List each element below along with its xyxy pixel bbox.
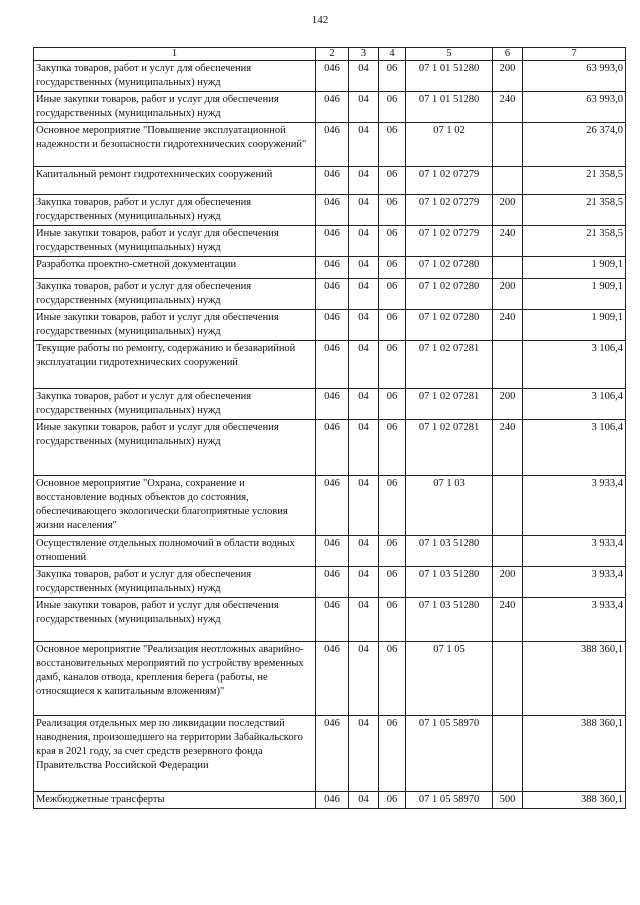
table-row bbox=[34, 279, 626, 310]
row-code-subsection: 06 bbox=[379, 567, 406, 598]
row-code-expense-type bbox=[493, 123, 523, 167]
row-code-expense-type: 200 bbox=[493, 279, 523, 310]
row-code-expense-type: 200 bbox=[493, 567, 523, 598]
table-row bbox=[34, 716, 626, 792]
row-name: Закупка товаров, работ и услуг для обеспечения государственных (муниципальных) нужд bbox=[34, 61, 316, 92]
row-code-admin: 046 bbox=[316, 567, 349, 598]
row-code-admin: 046 bbox=[316, 536, 349, 567]
row-amount: 21 358,5 bbox=[523, 167, 626, 195]
row-code-subsection: 06 bbox=[379, 389, 406, 420]
table-row bbox=[34, 226, 626, 257]
row-name: Закупка товаров, работ и услуг для обеспечения государственных (муниципальных) нужд bbox=[34, 195, 316, 226]
row-code-section: 04 bbox=[349, 598, 379, 642]
row-name: Межбюджетные трансферты bbox=[34, 792, 316, 809]
row-code-target: 07 1 02 07279 bbox=[406, 167, 493, 195]
table-row bbox=[34, 123, 626, 167]
row-code-expense-type: 240 bbox=[493, 598, 523, 642]
row-code-admin: 046 bbox=[316, 642, 349, 716]
row-code-section: 04 bbox=[349, 92, 379, 123]
row-name: Разработка проектно-сметной документации bbox=[34, 257, 316, 279]
row-code-admin: 046 bbox=[316, 420, 349, 476]
row-code-target: 07 1 02 07280 bbox=[406, 279, 493, 310]
table-row bbox=[34, 389, 626, 420]
row-code-target: 07 1 03 51280 bbox=[406, 567, 493, 598]
row-code-section: 04 bbox=[349, 195, 379, 226]
row-code-target: 07 1 03 51280 bbox=[406, 598, 493, 642]
row-code-section: 04 bbox=[349, 279, 379, 310]
row-code-section: 04 bbox=[349, 226, 379, 257]
row-code-subsection: 06 bbox=[379, 226, 406, 257]
row-code-section: 04 bbox=[349, 341, 379, 389]
row-code-section: 04 bbox=[349, 536, 379, 567]
row-name: Иные закупки товаров, работ и услуг для обеспечения государственных (муниципальных) нужд bbox=[34, 420, 316, 476]
row-code-expense-type: 240 bbox=[493, 92, 523, 123]
row-code-target: 07 1 05 58970 bbox=[406, 716, 493, 792]
row-code-expense-type bbox=[493, 341, 523, 389]
table-row bbox=[34, 92, 626, 123]
row-code-admin: 046 bbox=[316, 226, 349, 257]
row-code-section: 04 bbox=[349, 420, 379, 476]
row-code-target: 07 1 03 bbox=[406, 476, 493, 536]
row-code-admin: 046 bbox=[316, 61, 349, 92]
row-code-section: 04 bbox=[349, 567, 379, 598]
row-code-subsection: 06 bbox=[379, 61, 406, 92]
row-code-admin: 046 bbox=[316, 598, 349, 642]
row-name: Капитальный ремонт гидротехнических сооружений bbox=[34, 167, 316, 195]
header-cell: 1 bbox=[34, 48, 316, 61]
row-code-admin: 046 bbox=[316, 195, 349, 226]
header-cell: 4 bbox=[379, 48, 406, 61]
row-code-admin: 046 bbox=[316, 476, 349, 536]
row-code-target: 07 1 05 58970 bbox=[406, 792, 493, 809]
row-code-section: 04 bbox=[349, 123, 379, 167]
row-name: Реализация отдельных мер по ликвидации последствий наводнения, произошедшего на территории Забайкальского края в 2021 году, за счет средств резервного фонда Правительства Российской Федерации bbox=[34, 716, 316, 792]
row-code-target: 07 1 02 07280 bbox=[406, 257, 493, 279]
row-code-subsection: 06 bbox=[379, 195, 406, 226]
table-header-row bbox=[34, 48, 626, 61]
page-number: 142 bbox=[311, 14, 329, 26]
row-code-subsection: 06 bbox=[379, 792, 406, 809]
row-code-target: 07 1 01 51280 bbox=[406, 61, 493, 92]
row-code-admin: 046 bbox=[316, 92, 349, 123]
row-name: Закупка товаров, работ и услуг для обеспечения государственных (муниципальных) нужд bbox=[34, 567, 316, 598]
header-cell: 3 bbox=[349, 48, 379, 61]
row-code-subsection: 06 bbox=[379, 257, 406, 279]
row-name: Текущие работы по ремонту, содержанию и безаварийной эксплуатации гидротехнических сооружений bbox=[34, 341, 316, 389]
row-amount: 3 933,4 bbox=[523, 598, 626, 642]
row-code-target: 07 1 02 07281 bbox=[406, 341, 493, 389]
table-row bbox=[34, 310, 626, 341]
row-amount: 3 106,4 bbox=[523, 420, 626, 476]
row-amount: 1 909,1 bbox=[523, 257, 626, 279]
row-code-subsection: 06 bbox=[379, 279, 406, 310]
row-code-subsection: 06 bbox=[379, 420, 406, 476]
header-cell: 7 bbox=[523, 48, 626, 61]
row-amount: 1 909,1 bbox=[523, 310, 626, 341]
row-code-subsection: 06 bbox=[379, 341, 406, 389]
row-name: Основное мероприятие "Реализация неотложных аварийно-восстановительных мероприятий по устройству временных дамб, каналов отвода, крепления берега (работы, не относящиеся к капитальным вложениям)" bbox=[34, 642, 316, 716]
row-code-admin: 046 bbox=[316, 341, 349, 389]
row-name: Закупка товаров, работ и услуг для обеспечения государственных (муниципальных) нужд bbox=[34, 279, 316, 310]
row-code-section: 04 bbox=[349, 792, 379, 809]
row-code-expense-type bbox=[493, 476, 523, 536]
row-code-admin: 046 bbox=[316, 257, 349, 279]
header-cell: 5 bbox=[406, 48, 493, 61]
row-code-subsection: 06 bbox=[379, 598, 406, 642]
row-amount: 3 106,4 bbox=[523, 389, 626, 420]
row-code-admin: 046 bbox=[316, 123, 349, 167]
row-code-subsection: 06 bbox=[379, 167, 406, 195]
row-name: Иные закупки товаров, работ и услуг для обеспечения государственных (муниципальных) нужд bbox=[34, 598, 316, 642]
row-amount: 63 993,0 bbox=[523, 61, 626, 92]
row-name: Иные закупки товаров, работ и услуг для обеспечения государственных (муниципальных) нужд bbox=[34, 310, 316, 341]
row-code-admin: 046 bbox=[316, 167, 349, 195]
row-amount: 388 360,1 bbox=[523, 792, 626, 809]
row-amount: 3 106,4 bbox=[523, 341, 626, 389]
row-amount: 21 358,5 bbox=[523, 195, 626, 226]
row-code-admin: 046 bbox=[316, 389, 349, 420]
row-amount: 26 374,0 bbox=[523, 123, 626, 167]
row-name: Основное мероприятие "Охрана, сохранение и восстановление водных объектов до состояния, обеспечивающего экологически благоприятные условия жизни населения" bbox=[34, 476, 316, 536]
row-code-target: 07 1 05 bbox=[406, 642, 493, 716]
row-code-subsection: 06 bbox=[379, 476, 406, 536]
header-cell: 2 bbox=[316, 48, 349, 61]
row-code-expense-type: 200 bbox=[493, 61, 523, 92]
row-code-target: 07 1 01 51280 bbox=[406, 92, 493, 123]
table-row bbox=[34, 598, 626, 642]
table-row bbox=[34, 420, 626, 476]
row-amount: 3 933,4 bbox=[523, 536, 626, 567]
table-row bbox=[34, 567, 626, 598]
row-code-subsection: 06 bbox=[379, 536, 406, 567]
row-code-target: 07 1 03 51280 bbox=[406, 536, 493, 567]
row-code-expense-type bbox=[493, 536, 523, 567]
row-code-target: 07 1 02 07279 bbox=[406, 226, 493, 257]
row-amount: 388 360,1 bbox=[523, 642, 626, 716]
row-name: Закупка товаров, работ и услуг для обеспечения государственных (муниципальных) нужд bbox=[34, 389, 316, 420]
row-name: Иные закупки товаров, работ и услуг для обеспечения государственных (муниципальных) нужд bbox=[34, 226, 316, 257]
row-code-section: 04 bbox=[349, 476, 379, 536]
row-name: Осуществление отдельных полномочий в области водных отношений bbox=[34, 536, 316, 567]
row-code-section: 04 bbox=[349, 257, 379, 279]
row-code-expense-type bbox=[493, 167, 523, 195]
row-code-expense-type bbox=[493, 716, 523, 792]
row-code-expense-type: 240 bbox=[493, 226, 523, 257]
table-row bbox=[34, 536, 626, 567]
row-code-expense-type: 240 bbox=[493, 310, 523, 341]
row-code-subsection: 06 bbox=[379, 716, 406, 792]
row-code-expense-type: 200 bbox=[493, 195, 523, 226]
row-code-admin: 046 bbox=[316, 716, 349, 792]
row-amount: 21 358,5 bbox=[523, 226, 626, 257]
row-code-subsection: 06 bbox=[379, 642, 406, 716]
row-code-section: 04 bbox=[349, 167, 379, 195]
row-code-section: 04 bbox=[349, 310, 379, 341]
table-row bbox=[34, 341, 626, 389]
row-code-section: 04 bbox=[349, 389, 379, 420]
row-code-subsection: 06 bbox=[379, 92, 406, 123]
row-code-expense-type: 240 bbox=[493, 420, 523, 476]
row-code-target: 07 1 02 bbox=[406, 123, 493, 167]
table-row bbox=[34, 476, 626, 536]
row-code-expense-type: 500 bbox=[493, 792, 523, 809]
table-row bbox=[34, 195, 626, 226]
row-amount: 1 909,1 bbox=[523, 279, 626, 310]
table-row bbox=[34, 792, 626, 809]
header-cell: 6 bbox=[493, 48, 523, 61]
row-code-expense-type: 200 bbox=[493, 389, 523, 420]
row-code-section: 04 bbox=[349, 642, 379, 716]
row-code-admin: 046 bbox=[316, 792, 349, 809]
row-code-target: 07 1 02 07281 bbox=[406, 420, 493, 476]
row-code-admin: 046 bbox=[316, 310, 349, 341]
row-name: Основное мероприятие "Повышение эксплуатационной надежности и безопасности гидротехнических сооружений" bbox=[34, 123, 316, 167]
row-code-expense-type bbox=[493, 257, 523, 279]
row-code-target: 07 1 02 07281 bbox=[406, 389, 493, 420]
row-code-subsection: 06 bbox=[379, 310, 406, 341]
table-row bbox=[34, 167, 626, 195]
row-code-section: 04 bbox=[349, 716, 379, 792]
table-row bbox=[34, 61, 626, 92]
row-amount: 3 933,4 bbox=[523, 567, 626, 598]
row-code-subsection: 06 bbox=[379, 123, 406, 167]
row-name: Иные закупки товаров, работ и услуг для обеспечения государственных (муниципальных) нужд bbox=[34, 92, 316, 123]
row-code-target: 07 1 02 07279 bbox=[406, 195, 493, 226]
budget-table bbox=[33, 47, 626, 809]
row-code-target: 07 1 02 07280 bbox=[406, 310, 493, 341]
table-row bbox=[34, 257, 626, 279]
row-amount: 3 933,4 bbox=[523, 476, 626, 536]
row-code-section: 04 bbox=[349, 61, 379, 92]
table-row bbox=[34, 642, 626, 716]
row-code-expense-type bbox=[493, 642, 523, 716]
row-amount: 63 993,0 bbox=[523, 92, 626, 123]
row-amount: 388 360,1 bbox=[523, 716, 626, 792]
row-code-admin: 046 bbox=[316, 279, 349, 310]
